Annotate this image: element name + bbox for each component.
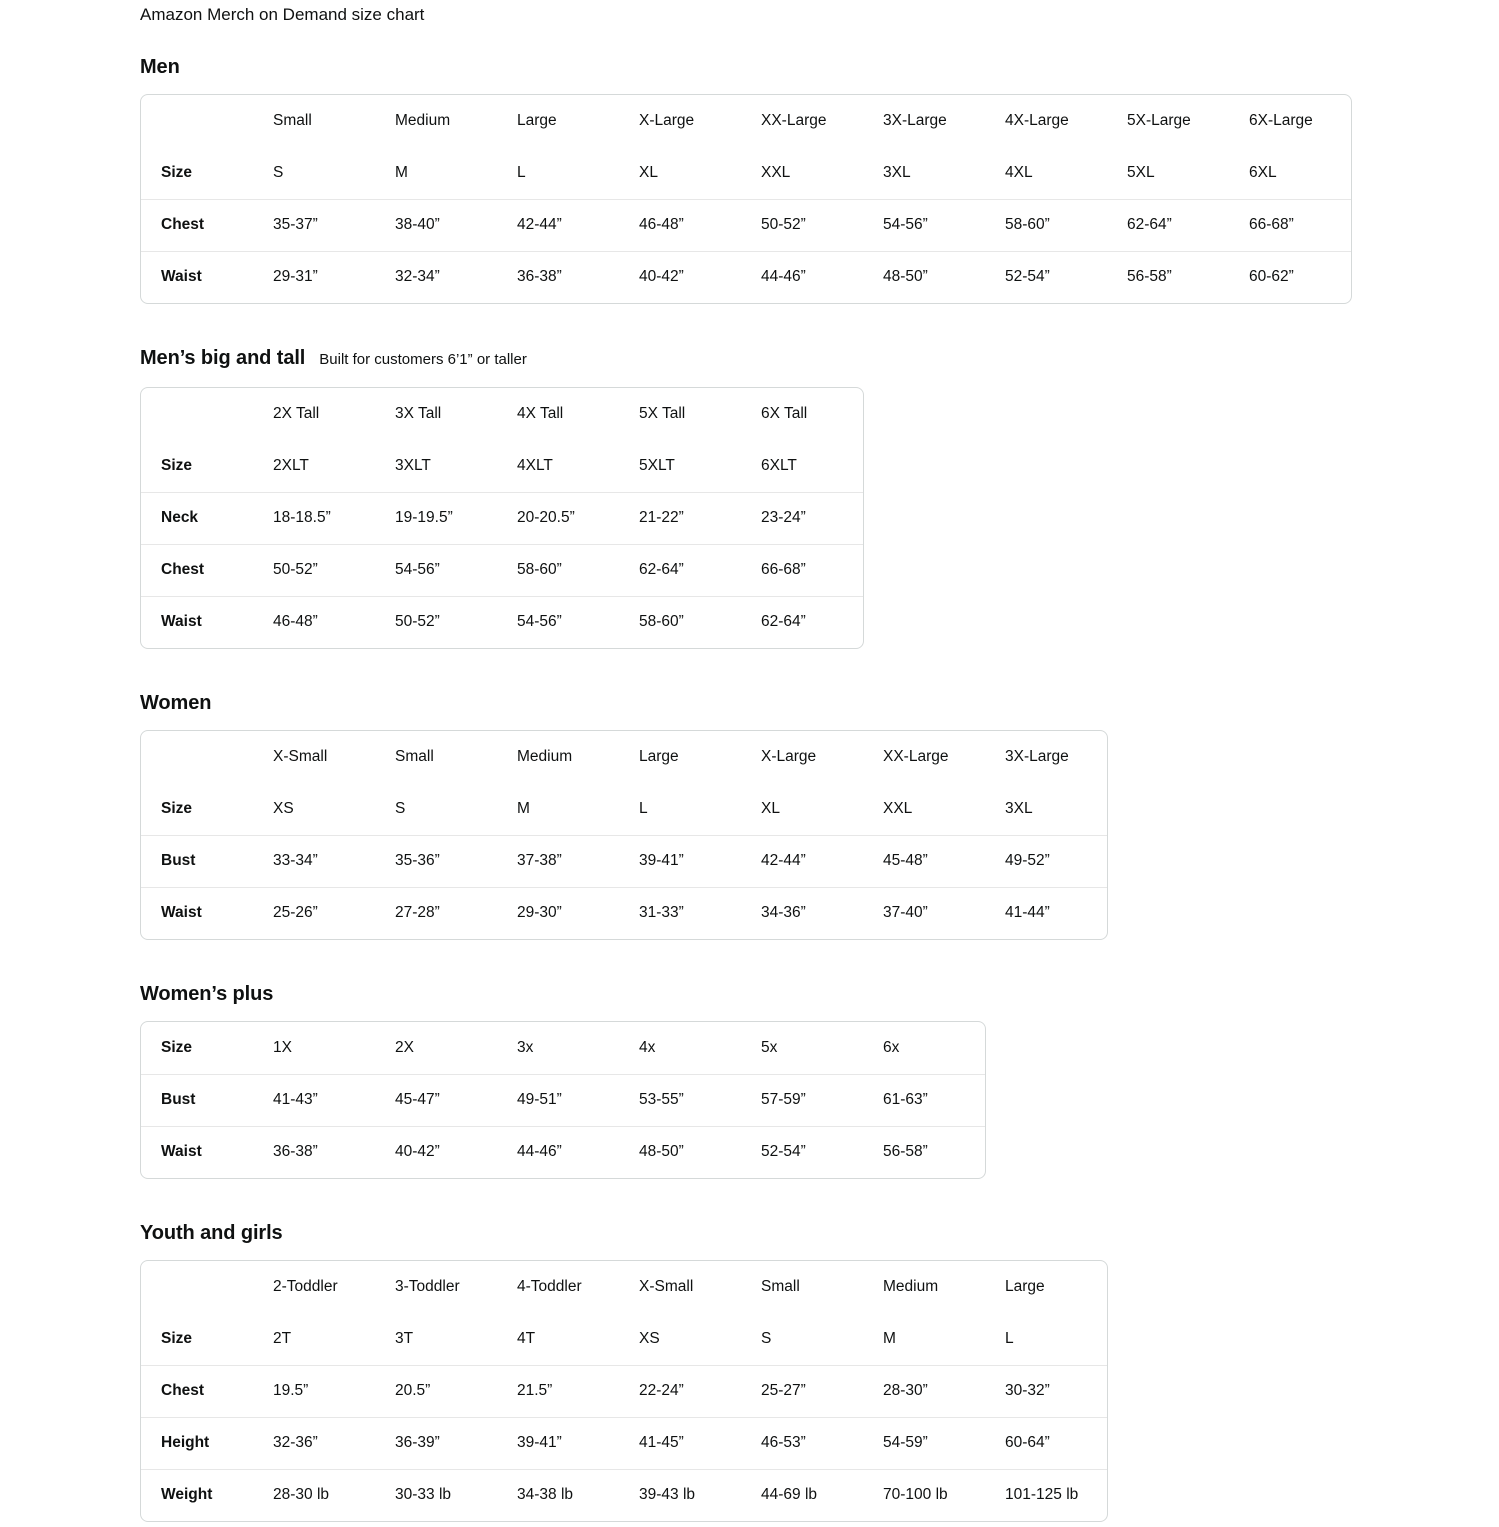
- row-label-cell: Height: [141, 1417, 253, 1469]
- value-cell: 5XL: [1127, 163, 1155, 181]
- column-header-cell: X-Large: [761, 748, 817, 765]
- size-chart-section-mens-big-and-tall: [140, 345, 1499, 654]
- value-cell: 25-26”: [253, 887, 375, 939]
- value-cell: 57-59”: [741, 1074, 863, 1126]
- value-cell: 46-48”: [619, 199, 741, 251]
- value-cell: 6x: [883, 1038, 900, 1056]
- value-cell: 4x: [639, 1038, 656, 1056]
- value-cell: 2X: [395, 1038, 414, 1056]
- column-header-cell: 2-Toddler: [273, 1278, 338, 1295]
- value-cell: 31-33”: [619, 887, 741, 939]
- value-cell: 30-33 lb: [375, 1469, 497, 1521]
- column-header-cell: 6X Tall: [761, 405, 808, 422]
- column-header-cell: Large: [517, 112, 557, 129]
- value-cell: 49-51”: [497, 1074, 619, 1126]
- section-subheading: Built for customers 6’1” or taller: [319, 351, 527, 368]
- table-row-waist: [141, 596, 863, 648]
- table-row-neck: [141, 492, 863, 544]
- corner-cell: [141, 95, 253, 147]
- value-cell: 70-100 lb: [863, 1469, 985, 1521]
- column-header-cell: X-Small: [639, 1278, 694, 1295]
- value-cell: 41-43”: [253, 1074, 375, 1126]
- value-cell: 2T: [273, 1329, 292, 1347]
- size-table-youth-and-girls: [140, 1260, 1108, 1522]
- row-label-cell: Neck: [141, 492, 253, 544]
- row-label-cell: Size: [161, 1329, 193, 1347]
- value-cell: M: [883, 1329, 896, 1347]
- column-header-cell: 4X Tall: [517, 405, 564, 422]
- size-table: [141, 388, 863, 648]
- value-cell: 21-22”: [619, 492, 741, 544]
- section-heading-womens-plus: [140, 981, 1499, 1007]
- value-cell: 35-37”: [253, 199, 375, 251]
- value-cell: 38-40”: [375, 199, 497, 251]
- value-cell: 62-64”: [619, 544, 741, 596]
- value-cell: 48-50”: [619, 1126, 741, 1178]
- value-cell: 35-36”: [375, 835, 497, 887]
- value-cell: 3XLT: [395, 456, 431, 474]
- value-cell: 25-27”: [741, 1365, 863, 1417]
- page-title: Amazon Merch on Demand size chart: [140, 5, 425, 24]
- table-row-size: [141, 147, 1351, 199]
- column-header-cell: XX-Large: [761, 112, 827, 129]
- value-cell: 33-34”: [253, 835, 375, 887]
- value-cell: 4XLT: [517, 456, 553, 474]
- value-cell: 54-59”: [863, 1417, 985, 1469]
- value-cell: 19-19.5”: [375, 492, 497, 544]
- column-header-cell: 3X Tall: [395, 405, 442, 422]
- value-cell: L: [517, 163, 526, 181]
- value-cell: 30-32”: [985, 1365, 1107, 1417]
- size-table: [141, 1261, 1107, 1521]
- table-row-size: [141, 1022, 985, 1074]
- value-cell: S: [273, 163, 284, 181]
- value-cell: 61-63”: [863, 1074, 985, 1126]
- column-header-cell: Small: [273, 112, 312, 129]
- corner-cell: [141, 731, 253, 783]
- value-cell: 60-64”: [985, 1417, 1107, 1469]
- row-label-cell: Weight: [141, 1469, 253, 1521]
- section-heading-men: [140, 54, 1499, 80]
- row-label-cell: Size: [161, 799, 193, 817]
- size-chart-section-youth-and-girls: [140, 1220, 1499, 1527]
- value-cell: 3T: [395, 1329, 414, 1347]
- column-header-cell: X-Small: [273, 748, 328, 765]
- section-heading-youth-and-girls: [140, 1220, 1499, 1246]
- value-cell: 50-52”: [253, 544, 375, 596]
- value-cell: L: [639, 799, 648, 817]
- value-cell: 5XLT: [639, 456, 675, 474]
- value-cell: 23-24”: [741, 492, 863, 544]
- column-header-cell: 3X-Large: [883, 112, 947, 129]
- size-chart-sections: [140, 54, 1499, 1527]
- column-header-cell: 6X-Large: [1249, 112, 1313, 129]
- row-label-cell: Waist: [141, 596, 253, 648]
- column-header-row: [141, 731, 1107, 783]
- value-cell: 52-54”: [741, 1126, 863, 1178]
- row-label-cell: Waist: [141, 251, 253, 303]
- value-cell: XL: [761, 799, 780, 817]
- row-label-cell: Waist: [141, 887, 253, 939]
- value-cell: 20.5”: [375, 1365, 497, 1417]
- value-cell: 3XL: [883, 163, 911, 181]
- value-cell: 29-30”: [497, 887, 619, 939]
- value-cell: 58-60”: [497, 544, 619, 596]
- value-cell: 21.5”: [497, 1365, 619, 1417]
- value-cell: 41-45”: [619, 1417, 741, 1469]
- corner-cell: [141, 1261, 253, 1313]
- value-cell: 32-34”: [375, 251, 497, 303]
- table-row-bust: [141, 835, 1107, 887]
- value-cell: 66-68”: [741, 544, 863, 596]
- corner-cell: [141, 388, 253, 440]
- table-row-bust: [141, 1074, 985, 1126]
- value-cell: 44-69 lb: [741, 1469, 863, 1521]
- column-header-cell: Small: [761, 1278, 800, 1295]
- value-cell: 29-31”: [253, 251, 375, 303]
- value-cell: 45-47”: [375, 1074, 497, 1126]
- row-label-cell: Bust: [141, 1074, 253, 1126]
- table-row-chest: [141, 199, 1351, 251]
- value-cell: XL: [639, 163, 658, 181]
- size-table: [141, 1022, 985, 1178]
- table-row-waist: [141, 887, 1107, 939]
- value-cell: 53-55”: [619, 1074, 741, 1126]
- section-heading-label: Men: [140, 56, 180, 78]
- column-header-cell: X-Large: [639, 112, 695, 129]
- value-cell: 54-56”: [863, 199, 985, 251]
- value-cell: 34-36”: [741, 887, 863, 939]
- value-cell: 50-52”: [741, 199, 863, 251]
- value-cell: 42-44”: [497, 199, 619, 251]
- value-cell: 46-53”: [741, 1417, 863, 1469]
- value-cell: 52-54”: [985, 251, 1107, 303]
- value-cell: 4XL: [1005, 163, 1033, 181]
- size-table-womens-plus: [140, 1021, 986, 1179]
- value-cell: 54-56”: [497, 596, 619, 648]
- value-cell: 58-60”: [985, 199, 1107, 251]
- value-cell: XXL: [761, 163, 791, 181]
- column-header-cell: 3X-Large: [1005, 748, 1069, 765]
- value-cell: 62-64”: [1107, 199, 1229, 251]
- size-table-women: [140, 730, 1108, 940]
- row-label-cell: Chest: [141, 544, 253, 596]
- row-label-cell: Size: [161, 456, 193, 474]
- value-cell: 39-41”: [497, 1417, 619, 1469]
- value-cell: 2XLT: [273, 456, 309, 474]
- value-cell: 1X: [273, 1038, 292, 1056]
- table-row-size: [141, 1313, 1107, 1365]
- value-cell: 46-48”: [253, 596, 375, 648]
- value-cell: M: [395, 163, 408, 181]
- row-label-cell: Chest: [141, 199, 253, 251]
- table-row-height: [141, 1417, 1107, 1469]
- value-cell: 45-48”: [863, 835, 985, 887]
- value-cell: 27-28”: [375, 887, 497, 939]
- value-cell: 36-39”: [375, 1417, 497, 1469]
- value-cell: XS: [639, 1329, 660, 1347]
- value-cell: S: [395, 799, 406, 817]
- value-cell: 44-46”: [497, 1126, 619, 1178]
- column-header-cell: Medium: [395, 112, 451, 129]
- value-cell: M: [517, 799, 530, 817]
- value-cell: 58-60”: [619, 596, 741, 648]
- value-cell: 40-42”: [619, 251, 741, 303]
- section-heading-women: [140, 690, 1499, 716]
- size-chart-section-womens-plus: [140, 981, 1499, 1184]
- value-cell: 62-64”: [741, 596, 863, 648]
- column-header-row: [141, 388, 863, 440]
- table-row-chest: [141, 1365, 1107, 1417]
- value-cell: 60-62”: [1229, 251, 1351, 303]
- value-cell: S: [761, 1329, 772, 1347]
- column-header-row: [141, 1261, 1107, 1313]
- size-chart-section-women: [140, 690, 1499, 945]
- value-cell: 39-43 lb: [619, 1469, 741, 1521]
- table-row-chest: [141, 544, 863, 596]
- value-cell: 54-56”: [375, 544, 497, 596]
- value-cell: 48-50”: [863, 251, 985, 303]
- value-cell: 37-38”: [497, 835, 619, 887]
- value-cell: 36-38”: [497, 251, 619, 303]
- value-cell: 34-38 lb: [497, 1469, 619, 1521]
- column-header-cell: 3-Toddler: [395, 1278, 460, 1295]
- column-header-cell: Medium: [517, 748, 573, 765]
- value-cell: 19.5”: [253, 1365, 375, 1417]
- column-header-cell: 5X Tall: [639, 405, 686, 422]
- value-cell: 56-58”: [1107, 251, 1229, 303]
- size-chart-section-men: [140, 54, 1499, 309]
- section-heading-label: Youth and girls: [140, 1222, 283, 1244]
- value-cell: 6XL: [1249, 163, 1277, 181]
- section-heading-label: Women: [140, 692, 212, 714]
- size-table: [141, 731, 1107, 939]
- value-cell: 56-58”: [863, 1126, 985, 1178]
- table-row-waist: [141, 251, 1351, 303]
- value-cell: 44-46”: [741, 251, 863, 303]
- value-cell: 18-18.5”: [253, 492, 375, 544]
- value-cell: 5x: [761, 1038, 778, 1056]
- value-cell: 20-20.5”: [497, 492, 619, 544]
- column-header-cell: 4X-Large: [1005, 112, 1069, 129]
- row-label-cell: Waist: [141, 1126, 253, 1178]
- value-cell: 49-52”: [985, 835, 1107, 887]
- value-cell: 4T: [517, 1329, 536, 1347]
- value-cell: 101-125 lb: [985, 1469, 1107, 1521]
- column-header-cell: Small: [395, 748, 434, 765]
- value-cell: 32-36”: [253, 1417, 375, 1469]
- section-heading-label: Men’s big and tall: [140, 347, 306, 369]
- value-cell: 41-44”: [985, 887, 1107, 939]
- size-table: [141, 95, 1351, 303]
- row-label-cell: Bust: [141, 835, 253, 887]
- value-cell: 36-38”: [253, 1126, 375, 1178]
- column-header-row: [141, 95, 1351, 147]
- column-header-cell: 4-Toddler: [517, 1278, 582, 1295]
- value-cell: XS: [273, 799, 294, 817]
- value-cell: 50-52”: [375, 596, 497, 648]
- column-header-cell: Large: [1005, 1278, 1045, 1295]
- size-table-men: [140, 94, 1352, 304]
- column-header-cell: 5X-Large: [1127, 112, 1191, 129]
- row-label-cell: Size: [161, 1038, 193, 1056]
- table-row-size: [141, 783, 1107, 835]
- value-cell: 37-40”: [863, 887, 985, 939]
- column-header-cell: 2X Tall: [273, 405, 320, 422]
- row-label-cell: Size: [161, 163, 193, 181]
- table-row-waist: [141, 1126, 985, 1178]
- value-cell: 28-30”: [863, 1365, 985, 1417]
- value-cell: XXL: [883, 799, 913, 817]
- table-row-size: [141, 440, 863, 492]
- value-cell: 42-44”: [741, 835, 863, 887]
- section-heading-mens-big-and-tall: [140, 345, 1499, 373]
- value-cell: 28-30 lb: [253, 1469, 375, 1521]
- value-cell: 3XL: [1005, 799, 1033, 817]
- section-heading-label: Women’s plus: [140, 983, 274, 1005]
- table-row-weight: [141, 1469, 1107, 1521]
- value-cell: 3x: [517, 1038, 534, 1056]
- value-cell: 22-24”: [619, 1365, 741, 1417]
- column-header-cell: Medium: [883, 1278, 939, 1295]
- size-table-mens-big-and-tall: [140, 387, 864, 649]
- value-cell: 6XLT: [761, 456, 797, 474]
- column-header-cell: XX-Large: [883, 748, 949, 765]
- column-header-cell: Large: [639, 748, 679, 765]
- value-cell: 40-42”: [375, 1126, 497, 1178]
- row-label-cell: Chest: [141, 1365, 253, 1417]
- value-cell: 39-41”: [619, 835, 741, 887]
- value-cell: 66-68”: [1229, 199, 1351, 251]
- value-cell: L: [1005, 1329, 1014, 1347]
